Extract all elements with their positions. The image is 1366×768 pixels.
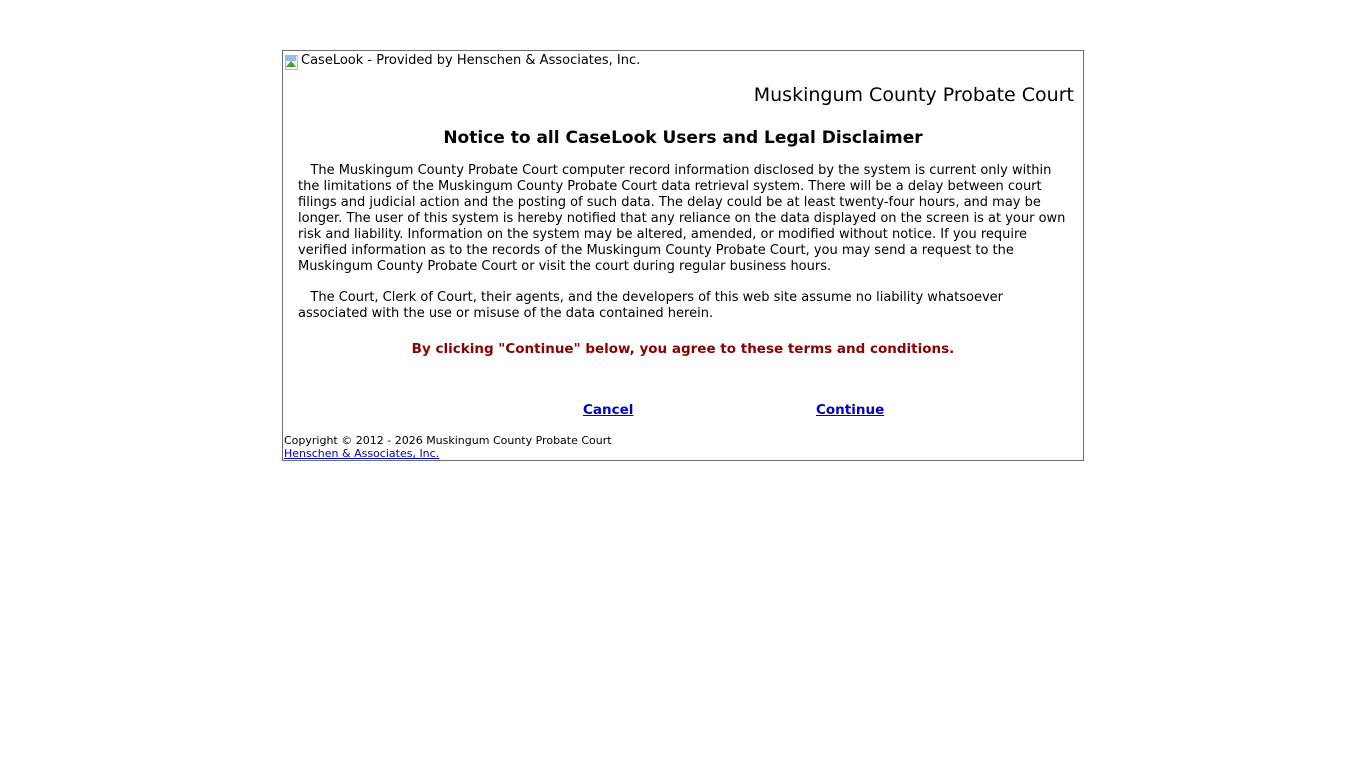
disclaimer-paragraph-1: The Muskingum County Probate Court computer record information disclosed by the system is current only within the limitations of the Muskingum County Probate Court data retrieval system. There will be a delay between court filings and judicial action and the posting of such data. The delay could be at least twenty-four hours, and may be longer. The user of this system is hereby notified that any reliance on the data displayed on the screen is at your own risk and liability. Information on the system may be altered, amended, or modified without notice. If you require verified information as to the records of the Muskingum County Probate Court, you may send a request to the Muskingum County Probate Court or visit the court during regular business hours. (298, 163, 1066, 274)
caselook-logo (284, 53, 640, 69)
logo-alt-text: CaseLook - Provided by Henschen & Associates, Inc. (301, 53, 641, 68)
page-title: Notice to all CaseLook Users and Legal Disclaimer (443, 128, 923, 148)
broken-image-icon (284, 54, 299, 69)
continue-link[interactable]: Continue (816, 402, 885, 418)
court-name: Muskingum County Probate Court (753, 84, 1074, 106)
vendor-link[interactable]: Henschen & Associates, Inc. (284, 447, 440, 460)
footer (284, 434, 612, 460)
disclaimer-paragraph-2: The Court, Clerk of Court, their agents, and the developers of this web site assume no liability whatsoever associated with the use or misuse of the data contained herein. (298, 290, 1004, 321)
agreement-notice: By clicking "Continue" below, you agree to these terms and conditions. (411, 341, 955, 357)
cancel-link[interactable]: Cancel (583, 402, 634, 418)
copyright-text: Copyright © 2012 - 2026 Muskingum County Probate Court (284, 434, 612, 447)
disclaimer-panel (282, 50, 1084, 461)
